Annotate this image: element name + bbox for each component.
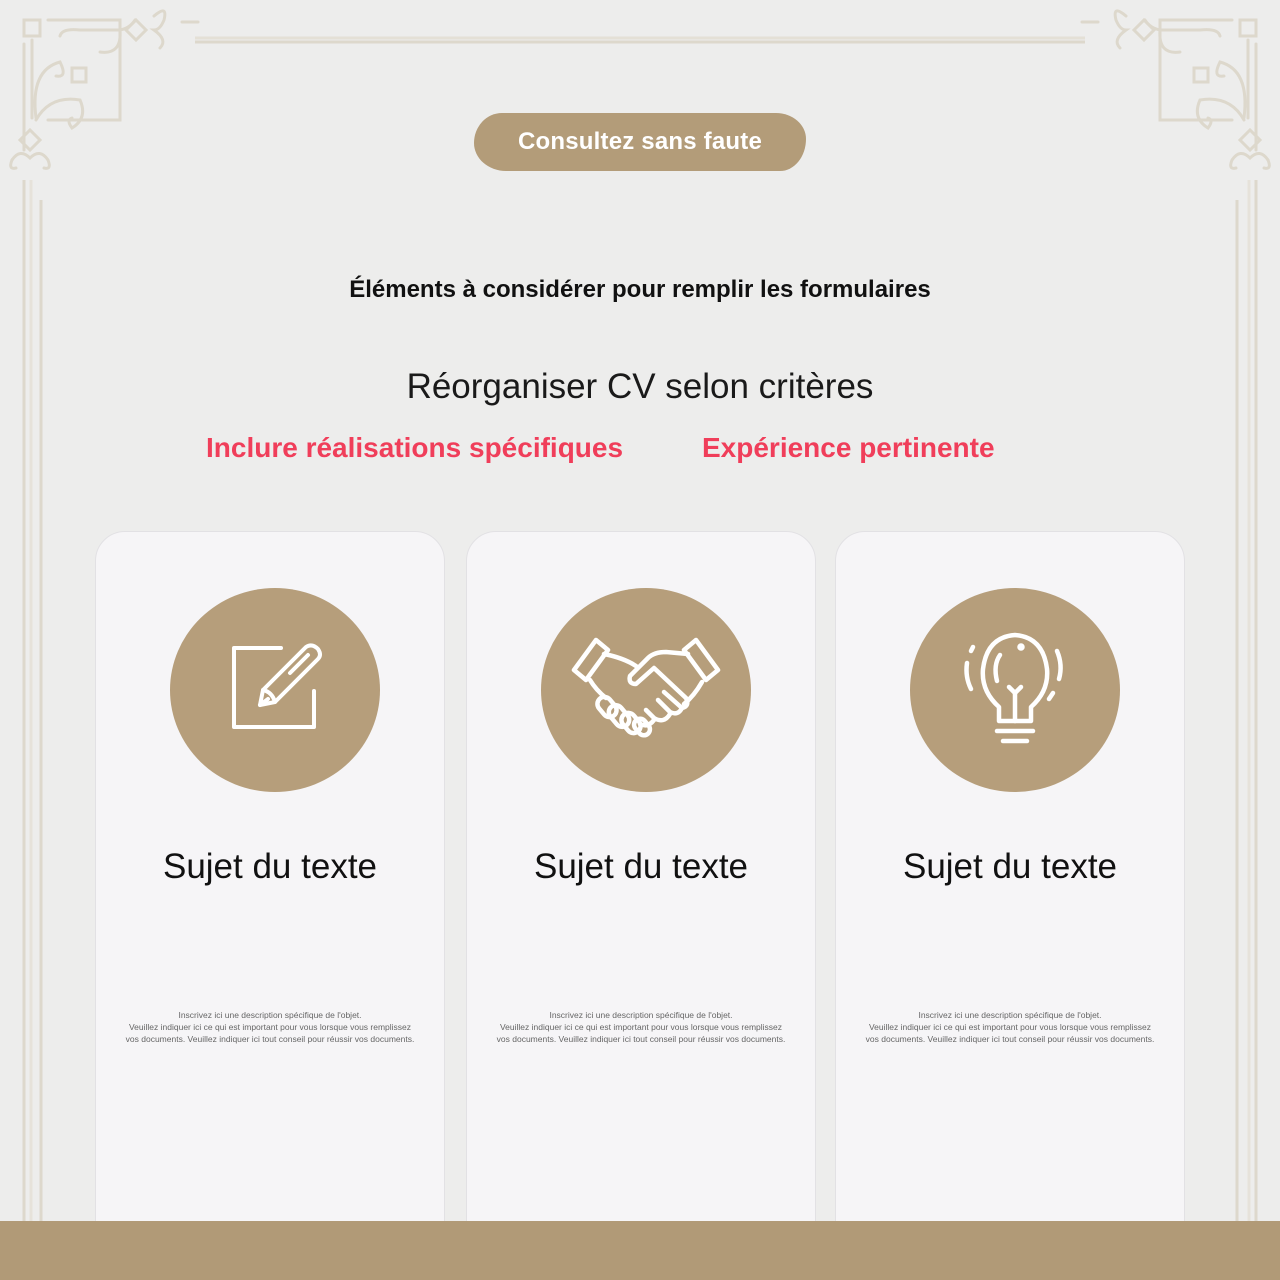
edit-icon: [220, 635, 330, 745]
page-subheading: Réorganiser CV selon critères: [406, 367, 874, 406]
info-card: [95, 531, 445, 1280]
card-description: Inscrivez ici une description spécifique de l'objet. Veuillez indiquer ici ce qui est important pour vous lorsque vous remplissez vos documents. Veuillez indiquer ici tout conseil pour réussir vos documents.: [865, 1010, 1155, 1044]
card-title: Sujet du texte: [533, 847, 749, 886]
icon-circle: [910, 588, 1120, 792]
card-title: Sujet du texte: [162, 847, 378, 886]
icon-circle: [170, 588, 380, 792]
tag-relevant-experience: Expérience pertinente: [702, 432, 995, 463]
corner-ornament: [11, 11, 198, 168]
page-heading: Éléments à considérer pour remplir les formulaires: [349, 276, 931, 303]
lightbulb-icon: [955, 625, 1075, 755]
card-title: Sujet du texte: [902, 847, 1118, 886]
consult-badge: [474, 113, 806, 171]
handshake-icon: [566, 630, 726, 750]
icon-circle: [541, 588, 751, 792]
badge-label: Consultez sans faute: [517, 128, 763, 155]
card-description: Inscrivez ici une description spécifique de l'objet. Veuillez indiquer ici ce qui est important pour vous lorsque vous remplissez vos documents. Veuillez indiquer ici tout conseil pour réussir vos documents.: [125, 1010, 415, 1044]
tag-specific-achievements: Inclure réalisations spécifiques: [206, 432, 624, 463]
corner-ornament: [1082, 11, 1269, 168]
info-card: [835, 531, 1185, 1280]
card-description: Inscrivez ici une description spécifique de l'objet. Veuillez indiquer ici ce qui est important pour vous lorsque vous remplissez vos documents. Veuillez indiquer ici tout conseil pour réussir vos documents.: [496, 1010, 786, 1044]
footer-band: [0, 1221, 1280, 1280]
info-card: [466, 531, 816, 1280]
